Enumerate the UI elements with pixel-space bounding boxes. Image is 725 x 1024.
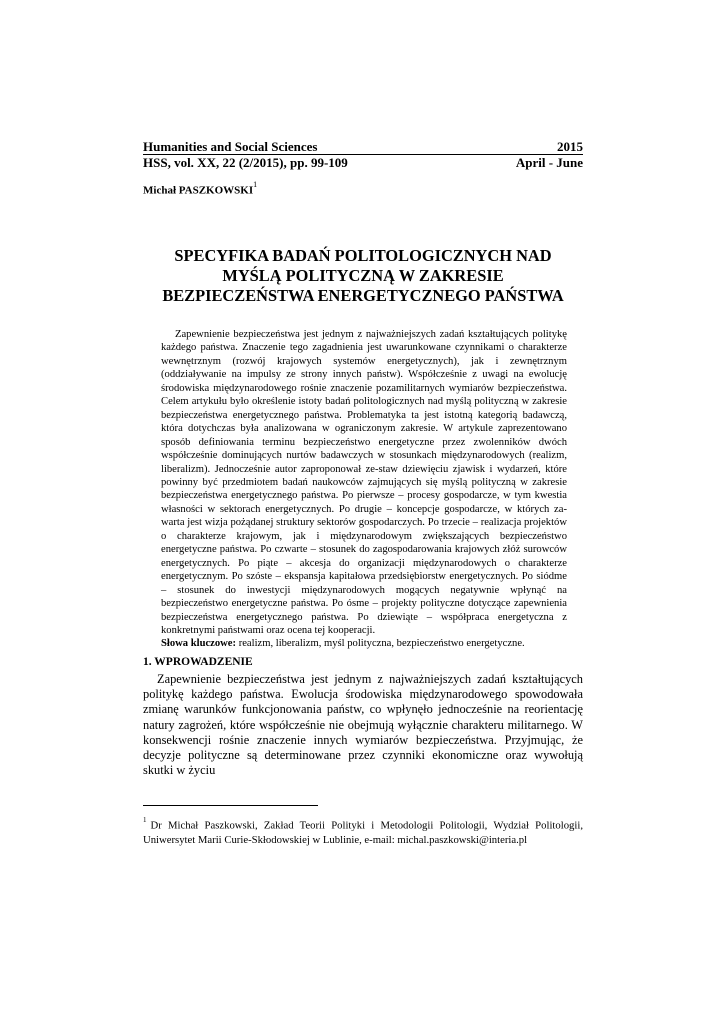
paper-title [143,246,583,306]
volume-header-row [143,155,583,170]
author [143,182,257,197]
section-heading: 1. WPROWADZENIE [143,656,253,668]
title-line: MYŚLĄ POLITYCZNĄ W ZAKRESIE [222,266,504,285]
author-footnote-mark: 1 [253,180,258,189]
title-line: SPECYFIKA BADAŃ POLITOLOGICZNYCH NAD [174,246,552,265]
journal-year: 2015 [557,139,583,154]
abstract [161,328,567,651]
author-name: Michał PASZKOWSKI [143,184,254,197]
issue-period: April - June [515,155,583,170]
footnote-divider [143,805,318,806]
journal-name: Humanities and Social Sciences [143,139,318,154]
keywords-label: Słowa kluczowe: [161,638,237,650]
footnote-mark: 1 [143,816,147,824]
journal-header-row [143,139,583,155]
section-body [143,672,583,778]
keywords [161,637,567,650]
footnote [143,815,583,847]
body-paragraph: Zapewnienie bezpieczeństwa jest jednym z najważniejszych zadań kształtujących politykę każdego państwa. Ewolucja środowiska międzynarodowego spowodowała zmianę warunków funkcjonowania państw, co wpłynęło jednocześnie na reorientację natury zagrożeń, które współcześnie nie obejmują wyłącznie charakteru militarnego. W konsekwencji rośnie znaczenie innych wymiarów bezpieczeństwa. Przyjmując, że decyzje polityczne są determinowane przez czynniki ekonomiczne oraz wywołują skutki w życiu [143,672,583,778]
abstract-text: Zapewnienie bezpieczeństwa jest jednym z najważniejszych zadań kształtujących politykę każdego państwa. Znaczenie tego zagadnienia jest uwarunkowane czynnikami o charakterze wewnętrznym (rozwój krajowych systemów energetycznych), jak i zewnętrznym (oddziaływanie na impulsy ze strony innych państw). Współcześnie z uwagi na ewolucję środowiska międzynarodowego rośnie znaczenie pozamilitarnych wymiarów bezpieczeństwa. Celem artykułu było określenie istoty badań politologicznych nad myślą polityczną w zakresie bezpieczeństwa energetycznego państwa. Problematyka ta jest istotną kategorią badawczą, która dotychczas była analizowana w ograniczonym zakresie. W artykule zaprezentowano sposób definiowania terminu bezpieczeństwo energetyczne przez zwolenników dwóch współcześnie dominujących nurtów badawczych w stosunkach międzynarodowych (realizm, liberalizm). Jednocześnie autor zaproponował ze-staw dziewięciu zjawisk i wydarzeń, które powinny być przedmiotem badań naukowców zajmujących się myślą polityczną w zakresie bezpieczeństwa energetycznego państwa. Po pierwsze – procesy gospodarcze, w tym kwestia własności w sektorach energetycznych. Po drugie – koncepcje gospodarcze, w których za-warta jest wizja pożądanej struktury sektorów gospodarczych. Po trzecie – realizacja projektów o charakterze krajowym, jak i międzynarodowym zwiększających bezpieczeństwo energetyczne państwa. Po czwarte – stosunek do zagospodarowania krajowych złóż surowców energetycznych. Po piąte – akcesja do organizacji międzynarodowych o charakterze energetycznym. Po szóste – ekspansja kapitałowa przedsiębiorstw energetycznych. Po siódme – stosunek do inwestycji międzynarodowych mogących negatywnie wpłynąć na bezpieczeństwo energetyczne państwa. Po ósme – projekty polityczne dotyczące zapewnienia bezpieczeństwa energetycznego państwa. Po dziewiąte – współpraca energetyczna z konkretnymi państwami oraz ocena tej kooperacji. [161,329,567,636]
volume-info: HSS, vol. XX, 22 (2/2015), pp. 99-109 [143,155,348,170]
title-line: BEZPIECZEŃSTWA ENERGETYCZNEGO PAŃSTWA [162,286,564,305]
footnote-text: Dr Michał Paszkowski, Zakład Teorii Polityki i Metodologii Politologii, Wydział Politologii, Uniwersytet Marii Curie-Skłodowskiej w Lublinie, e-mail: michal.paszkowski@interia.pl [143,819,583,846]
keywords-list: realizm, liberalizm, myśl polityczna, bezpieczeństwo energetyczne. [236,638,525,650]
